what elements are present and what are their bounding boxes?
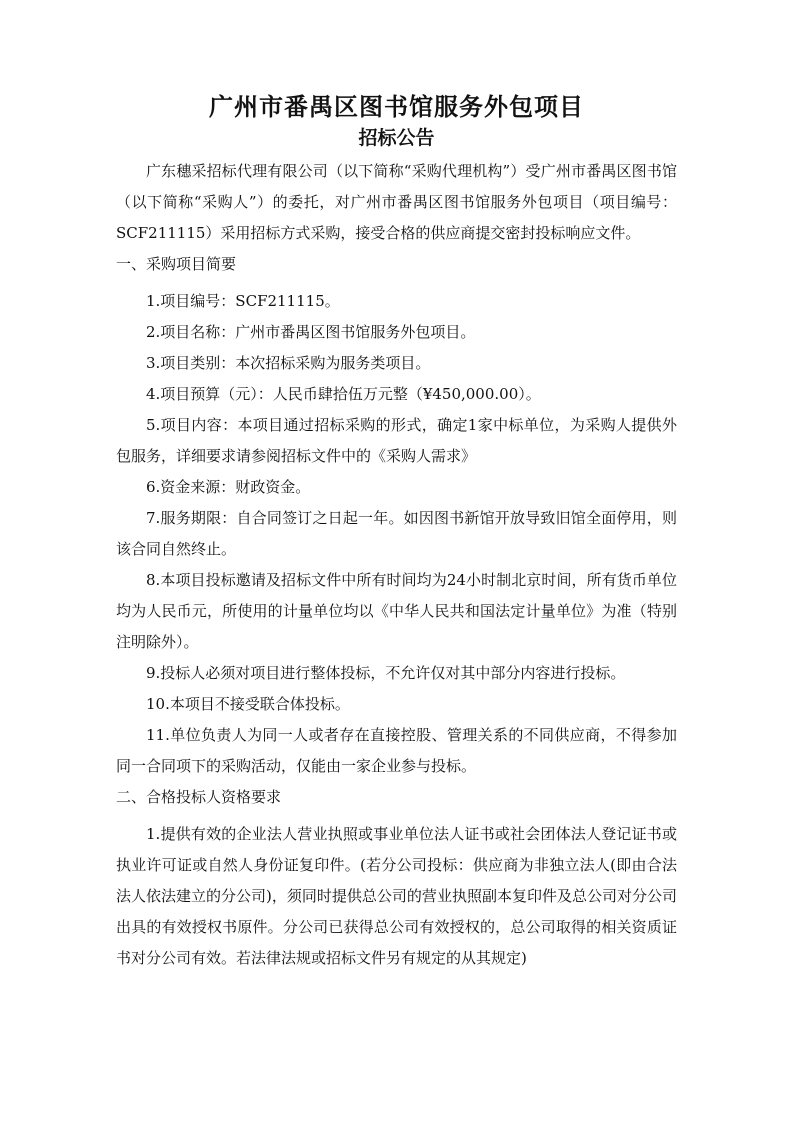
section-1-item: 11.单位负责人为同一人或者存在直接控股、管理关系的不同供应商，不得参加同一合同项下的采购活动，仅能由一家企业参与投标。 xyxy=(116,726,677,775)
section-1-item: 7.服务期限：自合同签订之日起一年。如因图书新馆开放导致旧馆全面停用，则该合同自然终止。 xyxy=(116,509,677,558)
document-subtitle: 招标公告 xyxy=(358,127,435,149)
section-2-item: 1.提供有效的企业法人营业执照或事业单位法人证书或社会团体法人登记证书或执业许可证或自然人身份证复印件。(若分公司投标：供应商为非独立法人(即由合法法人依法建立的分公司)，须同时提供总公司的营业执照副本复印件及总公司对分公司出具的有效授权书原件。分公司已获得总公司有效授权的，总公司取得的相关资质证书对分公司有效。若法律法规或招标文件另有规定的从其规定) xyxy=(116,825,677,967)
section-1-item: 3.项目类别：本次招标采购为服务类项目。 xyxy=(146,354,431,372)
section-2-list xyxy=(116,819,677,974)
section-1-item: 10.本项目不接受联合体投标。 xyxy=(146,695,350,713)
intro-paragraph: 广东穗采招标代理有限公司（以下简称“采购代理机构”）受广州市番禺区图书馆（以下简称“采购人”）的委托，对广州市番禺区图书馆服务外包项目（项目编号：SCF211115）采用招标方式采购，接受合格的供应商提交密封投标响应文件。 xyxy=(116,162,677,242)
section-1-item: 1.项目编号：SCF211115。 xyxy=(146,292,340,310)
section-1-item: 8.本项目投标邀请及招标文件中所有时间均为24小时制北京时间，所有货币单位均为人民币元，所使用的计量单位均以《中华人民共和国法定计量单位》为准（特别注明除外）。 xyxy=(116,571,677,651)
document-title: 广州市番禺区图书馆服务外包项目 xyxy=(209,92,584,121)
section-1-item: 4.项目预算（元）：人民币肆拾伍万元整（¥450,000.00）。 xyxy=(146,385,541,403)
section-1-item: 2.项目名称：广州市番禺区图书馆服务外包项目。 xyxy=(146,323,476,341)
section-1-item: 6.资金来源：财政资金。 xyxy=(146,478,311,496)
section-1-item: 9.投标人必须对项目进行整体投标，不允许仅对其中部分内容进行投标。 xyxy=(146,664,626,682)
section-1-list xyxy=(116,286,677,782)
section-1-item: 5.项目内容：本项目通过招标采购的形式，确定1家中标单位，为采购人提供外包服务，详细要求请参阅招标文件中的《采购人需求》 xyxy=(116,416,677,465)
section-1-heading: 一、采购项目简要 xyxy=(116,255,237,273)
section-2-heading: 二、合格投标人资格要求 xyxy=(116,788,282,806)
